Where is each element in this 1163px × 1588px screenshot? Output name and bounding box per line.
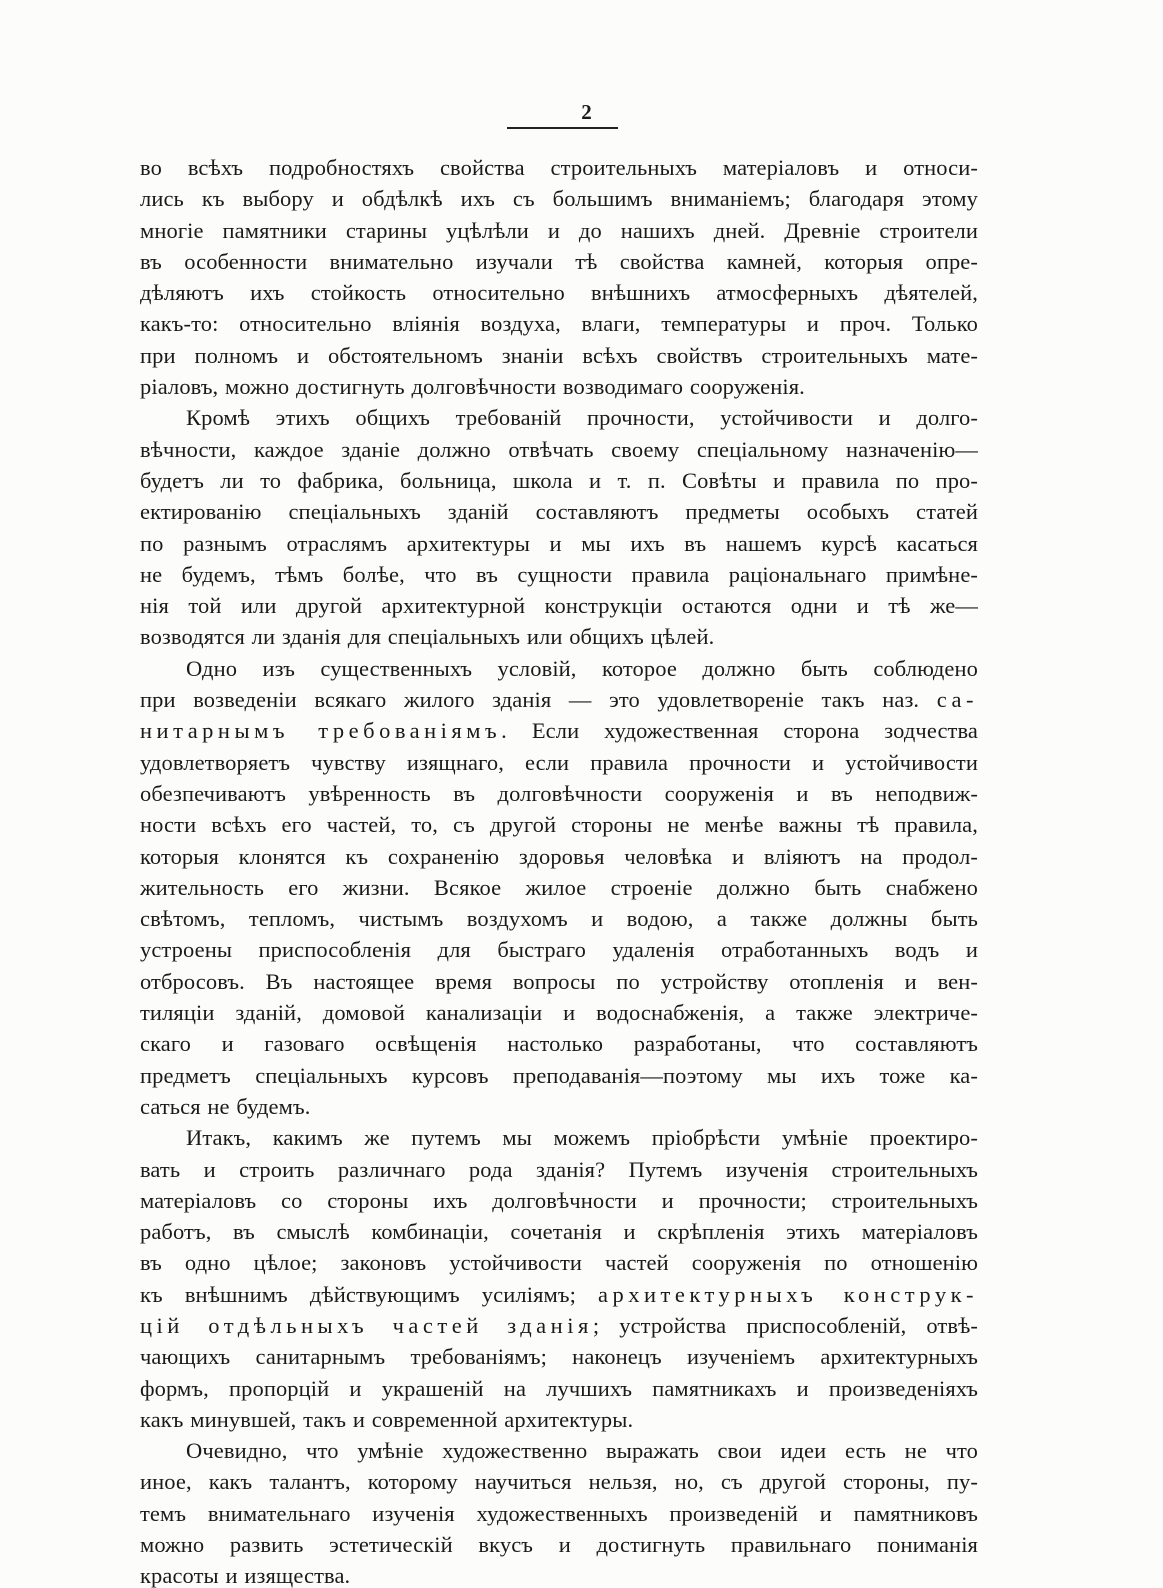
text-line: темъ внимательнаго изученія художественныхъ произведеній и памятниковъ (140, 1500, 978, 1526)
paragraph (140, 1435, 978, 1588)
paragraph (140, 402, 978, 652)
text-line: цій отдѣльныхъ частей зданія; устройства приспособленій, отвѣ- (140, 1312, 978, 1338)
paragraph (140, 653, 978, 1122)
text-line: возводятся ли зданія для спеціальныхъ или общихъ цѣлей. (140, 624, 715, 650)
emphasis-text: нитарнымъ требованіямъ (140, 718, 502, 744)
text-line: будетъ ли то фабрика, больница, школа и т. п. Совѣты и правила по про- (140, 467, 978, 493)
text-line: красоты и изящества. (140, 1563, 351, 1588)
text-line: Итакъ, какимъ же путемъ мы можемъ пріобрѣсти умѣніе проектиро- (186, 1125, 978, 1151)
text-line: свѣтомъ, тепломъ, чистымъ воздухомъ и водою, а также должны быть (140, 906, 978, 932)
body-text (140, 152, 978, 1588)
text-line: какъ минувшей, такъ и современной архитектуры. (140, 1406, 634, 1432)
text-line: въ особенности внимательно изучали тѣ свойства камней, которыя опре- (140, 248, 978, 274)
text-line: лись къ выбору и обдѣлкѣ ихъ съ большимъ вниманіемъ; благодаря этому (140, 186, 978, 212)
paragraph (140, 152, 978, 402)
text-line: иное, какъ талантъ, которому научиться нельзя, но, съ другой стороны, пу- (140, 1469, 978, 1495)
emphasis-text: са- (936, 687, 978, 713)
text-line: во всѣхъ подробностяхъ свойства строительныхъ матеріаловъ и относи- (140, 155, 978, 180)
page-number-rule (507, 127, 618, 129)
text-line: въ одно цѣлое; законовъ устойчивости частей сооруженія по отношенію (140, 1250, 978, 1276)
text-line: нія той или другой архитектурной конструкціи остаются одни и тѣ же— (140, 593, 978, 619)
text-line: какъ-то: относительно вліянія воздуха, влаги, температуры и проч. Только (140, 311, 978, 337)
text-line: ности всѣхъ его частей, то, съ другой стороны не менѣе важны тѣ правила, (140, 812, 978, 838)
text-line: тиляціи зданій, домовой канализаціи и водоснабженія, а также электриче- (140, 1000, 978, 1026)
text-line: при возведеніи всякаго жилого зданія — это удовлетвореніе такъ наз. са- (140, 687, 978, 713)
text-line: чающихъ санитарнымъ требованіямъ; наконецъ изученіемъ архитектурныхъ (140, 1344, 978, 1370)
text-line: ектированію спеціальныхъ зданій составляютъ предметы особыхъ статей (140, 499, 978, 525)
text-line: которыя клонятся къ сохраненію здоровья человѣка и вліяютъ на продол- (140, 843, 978, 869)
text-line: къ внѣшнимъ дѣйствующимъ усиліямъ; архитектурныхъ конструк- (140, 1281, 978, 1307)
page-number: 2 (581, 100, 592, 124)
text-line: вѣчности, каждое зданіе должно отвѣчать своему спеціальному назначенію— (140, 436, 978, 462)
text-line: жительность его жизни. Всякое жилое строеніе должно быть снабжено (140, 874, 978, 900)
text-line: формъ, пропорцій и украшеній на лучшихъ памятникахъ и произведеніяхъ (140, 1375, 978, 1401)
text-line: многіе памятники старины уцѣлѣли и до нашихъ дней. Древніе строители (140, 217, 978, 243)
text-line: не будемъ, тѣмъ болѣе, что въ сущности правила раціональнаго примѣне- (140, 561, 978, 587)
text-line: удовлетворяетъ чувству изящнаго, если правила прочности и устойчивости (140, 749, 978, 775)
text-line: Одно изъ существенныхъ условій, которое должно быть соблюдено (186, 655, 978, 681)
text-line: дѣляютъ ихъ стойкость относительно внѣшнихъ атмосферныхъ дѣятелей, (140, 280, 978, 306)
text-line: Кромѣ этихъ общихъ требованій прочности, устойчивости и долго- (186, 405, 978, 431)
text-line: по разнымъ отраслямъ архитектуры и мы ихъ въ нашемъ курсѣ касаться (140, 530, 978, 556)
emphasis-text: архитектурныхъ конструк- (598, 1281, 978, 1307)
text-line: предметъ спеціальныхъ курсовъ преподаванія—поэтому мы ихъ тоже ка- (140, 1062, 978, 1088)
text-line: устроены приспособленія для быстраго удаленія отработанныхъ водъ и (140, 937, 978, 963)
text-line: отбросовъ. Въ настоящее время вопросы по устройству отопленія и вен- (140, 968, 978, 994)
text-line: саться не будемъ. (140, 1093, 311, 1119)
text-line: ріаловъ, можно достигнуть долговѣчности возводимаго сооруженія. (140, 374, 805, 400)
text-line: вать и строить различнаго рода зданія? Путемъ изученія строительныхъ (140, 1156, 978, 1182)
text-line: матеріаловъ со стороны ихъ долговѣчности и прочности; строительныхъ (140, 1187, 978, 1213)
text-line: скаго и газоваго освѣщенія настолько разработаны, что составляютъ (140, 1031, 978, 1057)
text-line: работъ, въ смыслѣ комбинаціи, сочетанія и скрѣпленія этихъ матеріаловъ (140, 1219, 978, 1245)
paragraph (140, 1122, 978, 1435)
text-line: можно развить эстетическій вкусъ и достигнуть правильнаго пониманія (140, 1532, 978, 1558)
text-line: Очевидно, что умѣніе художественно выражать свои идеи есть не что (186, 1438, 978, 1464)
text-line: обезпечиваютъ увѣренность въ долговѣчности сооруженія и въ неподвиж- (140, 780, 978, 806)
text-line: при полномъ и обстоятельномъ знаніи всѣхъ свойствъ строительныхъ мате- (140, 342, 978, 368)
emphasis-text: цій отдѣльныхъ частей зданія (140, 1312, 593, 1338)
text-line: нитарнымъ требованіямъ. Если художественная сторона зодчества (140, 718, 978, 744)
